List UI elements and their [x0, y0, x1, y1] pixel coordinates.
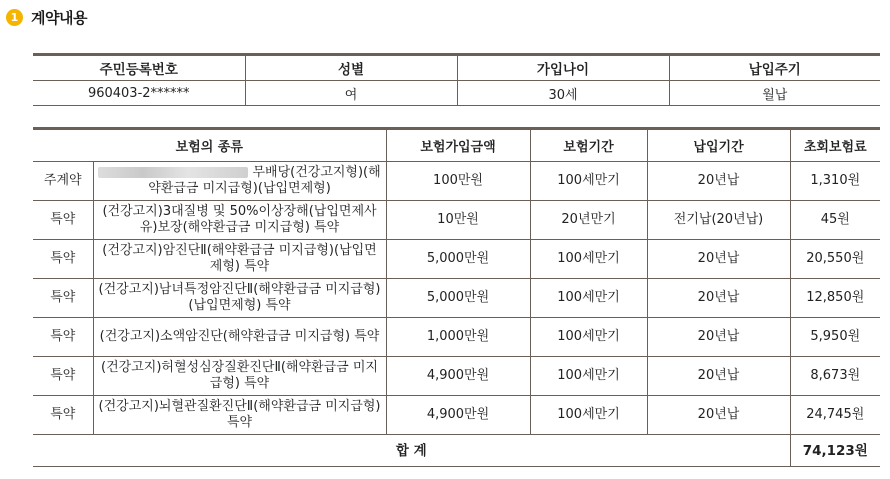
coverage-period: 100세만기 [530, 162, 647, 201]
coverage-premium: 24,745원 [790, 396, 880, 435]
coverage-period: 100세만기 [530, 318, 647, 357]
header-insurance-type: 보험의 종류 [33, 129, 386, 162]
total-label: 합 계 [33, 435, 790, 467]
coverage-amount: 4,900만원 [386, 396, 530, 435]
payment-cycle-value: 월납 [669, 81, 880, 106]
header-period: 보험기간 [530, 129, 647, 162]
header-gender: 성별 [245, 55, 457, 81]
table-row [33, 201, 880, 240]
coverage-name: (건강고지)허혈성심장질환진단Ⅱ(해약환급금 미지급형) 특약 [93, 357, 386, 396]
total-value: 74,123원 [790, 435, 880, 467]
coverage-type: 특약 [33, 279, 93, 318]
header-amount: 보험가입금액 [386, 129, 530, 162]
coverage-period: 100세만기 [530, 279, 647, 318]
coverage-pay-period: 20년납 [647, 279, 790, 318]
info-header-row [33, 55, 880, 81]
coverage-type: 특약 [33, 357, 93, 396]
coverage-premium: 8,673원 [790, 357, 880, 396]
join-age-value: 30세 [457, 81, 669, 106]
coverage-amount: 1,000만원 [386, 318, 530, 357]
coverage-name: (건강고지)남녀특정암진단Ⅱ(해약환급금 미지급형)(납입면제형) 특약 [93, 279, 386, 318]
coverage-period: 100세만기 [530, 396, 647, 435]
coverage-name: (건강고지)뇌혈관질환진단Ⅱ(해약환급금 미지급형) 특약 [93, 396, 386, 435]
header-join-age: 가입나이 [457, 55, 669, 81]
coverage-name-cell [93, 162, 386, 201]
coverage-type: 특약 [33, 396, 93, 435]
coverage-header-row [33, 129, 880, 162]
coverage-premium: 12,850원 [790, 279, 880, 318]
info-value-row [33, 81, 880, 106]
resident-number-value: 960403-2****** [33, 81, 245, 106]
coverage-pay-period: 20년납 [647, 162, 790, 201]
coverage-name: 무배당(건강고지형)(해약환급금 미지급형)(납입면제형) [148, 165, 381, 196]
section-number-badge: 1 [6, 9, 23, 26]
coverage-amount: 5,000만원 [386, 240, 530, 279]
header-resident-number: 주민등록번호 [33, 55, 245, 81]
coverage-pay-period: 20년납 [647, 357, 790, 396]
coverage-amount: 4,900만원 [386, 357, 530, 396]
coverage-premium: 20,550원 [790, 240, 880, 279]
coverage-period: 100세만기 [530, 357, 647, 396]
coverage-name: (건강고지)암진단Ⅱ(해약환급금 미지급형)(납입면제형) 특약 [93, 240, 386, 279]
coverage-period: 20년만기 [530, 201, 647, 240]
coverage-type: 특약 [33, 318, 93, 357]
coverage-premium: 45원 [790, 201, 880, 240]
coverage-table [33, 127, 880, 467]
table-row [33, 318, 880, 357]
insured-info-table [33, 53, 880, 106]
coverage-amount: 5,000만원 [386, 279, 530, 318]
coverage-pay-period: 20년납 [647, 318, 790, 357]
coverage-pay-period: 전기납(20년납) [647, 201, 790, 240]
table-row [33, 162, 880, 201]
table-row [33, 240, 880, 279]
header-premium: 초회보험료 [790, 129, 880, 162]
coverage-amount: 100만원 [386, 162, 530, 201]
section-header [6, 4, 87, 30]
header-pay-period: 납입기간 [647, 129, 790, 162]
coverage-pay-period: 20년납 [647, 396, 790, 435]
coverage-premium: 1,310원 [790, 162, 880, 201]
coverage-type: 특약 [33, 201, 93, 240]
coverage-type: 특약 [33, 240, 93, 279]
coverage-type: 주계약 [33, 162, 93, 201]
table-row [33, 357, 880, 396]
coverage-name: (건강고지)소액암진단(해약환급금 미지급형) 특약 [93, 318, 386, 357]
coverage-amount: 10만원 [386, 201, 530, 240]
redacted-text [98, 167, 248, 178]
coverage-premium: 5,950원 [790, 318, 880, 357]
total-row [33, 435, 880, 467]
coverage-period: 100세만기 [530, 240, 647, 279]
coverage-pay-period: 20년납 [647, 240, 790, 279]
coverage-name: (건강고지)3대질병 및 50%이상장해(납입면제사유)보장(해약환급금 미지급형) 특약 [93, 201, 386, 240]
section-title: 계약내용 [31, 8, 87, 27]
table-row [33, 279, 880, 318]
header-payment-cycle: 납입주기 [669, 55, 880, 81]
gender-value: 여 [245, 81, 457, 106]
table-row [33, 396, 880, 435]
